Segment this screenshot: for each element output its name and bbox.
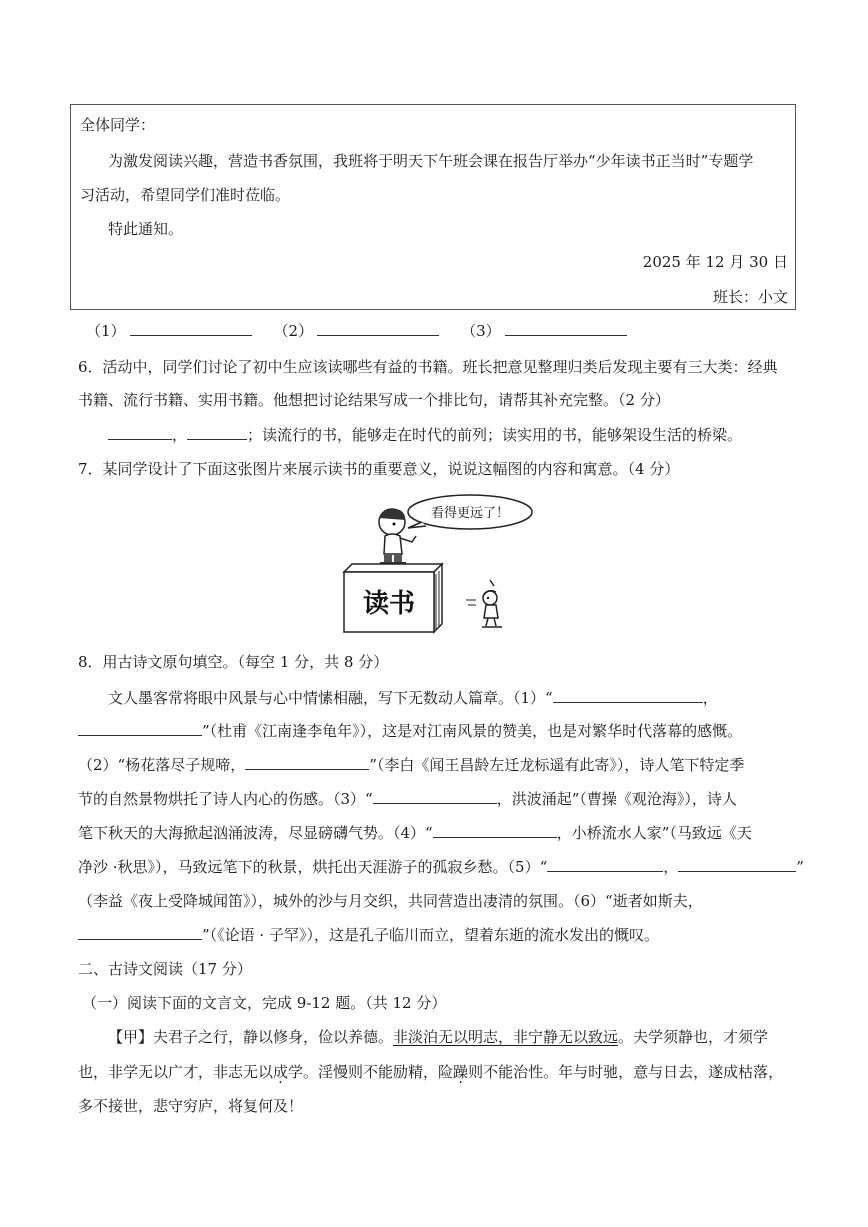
q8-line4-text-a: 节的自然景物烘托了诗人内心的伤感。（3）“ [78,790,373,808]
reading-cartoon-image [330,492,540,636]
q8-line5-text-a: 笔下秋天的大海掀起汹涌波涛，尽显磅礴气势。（4）“ [78,824,433,842]
passage-jia-line2 [78,1061,783,1082]
q8-line1-text: 文人墨客常将眼中风景与心中情愫相融，写下无数动人篇章。（1）“ [108,689,553,707]
q6-line1: 6．活动中，同学们讨论了初中生应该读哪些有益的书籍。班长把意见整理归类后发现主要有三大类：经典 [78,358,778,376]
passage-line2-b: 学。淫慢则不能励精，险 [288,1063,454,1081]
q5-blank-label-1: （1） [86,322,126,340]
q5-blank-row [86,320,627,341]
q8-line5-text-b: ，小桥流水人家”（马致远《天 [556,824,752,842]
q7-text: 7．某同学设计了下面这张图片来展示读书的重要意义，说说这幅图的内容和寓意。（4 分） [78,460,680,478]
boy-arm [400,536,416,542]
q8-blank-1b[interactable] [78,720,202,736]
q8-line4 [78,788,737,809]
passage-line1-a: 【甲】夫君子之行，静以修身，俭以养德。 [108,1028,394,1046]
passage-line1-b: 。夫学须静也，才须学 [618,1028,769,1046]
q8-line6-text-a: 净沙 ·秋思》），马致远笔下的秋景，烘托出天涯游子的孤寂乡愁。（5）“ [78,858,548,876]
q5-answer-blank-3[interactable] [505,320,627,336]
passage-underlined-sentence: 非淡泊无以明志，非宁静无以致远 [393,1028,619,1046]
small-kid-eye [487,597,489,599]
q8-line3-text-a: （2）“杨花落尽子规啼， [78,756,246,774]
passage-jia-line3: 多不接世，悲守穷庐，将复何及！ [78,1097,304,1115]
q8-line4-text-b: ，洪波涌起”（曹操《观沧海》），诗人 [496,790,737,808]
reading-cartoon-svg [330,492,540,636]
boy-body [384,534,402,554]
boy-eye [393,523,396,526]
notice-box [70,104,796,310]
q8-line6 [78,856,804,877]
q8-line1-sep: ， [702,689,718,707]
q6-answer-sep: ， [172,426,188,444]
q8-blank-4[interactable] [433,822,557,838]
book-top [344,564,442,572]
book-title: 读书 [362,589,416,619]
q8-line2 [78,720,742,741]
passage-line2-c: 则不能治性。年与时驰，意与日去，遂成枯落， [468,1063,784,1081]
q8-title: 8．用古诗文原句填空。（每空 1 分，共 8 分） [78,653,389,671]
section2-subtitle: （一）阅读下面的文言文，完成 9-12 题。（共 12 分） [82,994,447,1012]
q5-answer-blank-1[interactable] [130,320,252,336]
q6-answer-blank-1[interactable] [108,424,172,440]
q6-answer-tail: ；读流行的书，能够走在时代的前列；读实用的书，能够架设生活的桥梁。 [247,426,743,444]
small-kid-sweat [490,580,494,586]
passage-jia-line1 [108,1026,768,1047]
q8-line6-close-quote: ” [796,858,804,876]
small-kid-body [484,605,498,618]
q8-blank-3[interactable] [373,788,497,804]
notice-closing: 特此通知。 [108,220,184,238]
q8-blank-6[interactable] [78,924,202,940]
passage-dotted-char-2: 躁 [453,1063,469,1081]
notice-salutation: 全体同学： [80,116,156,134]
notice-signature: 班长：小文 [712,288,788,306]
q5-blank-label-3: （3） [461,322,501,340]
notice-body-line2: 习活动，希望同学们准时莅临。 [80,186,291,204]
q8-line2-text: ”（杜甫《江南逢李龟年》），这是对江南风景的赞美，也是对繁华时代落幕的感慨。 [202,722,743,740]
q6-answer-blank-2[interactable] [187,424,247,440]
q8-line1 [108,687,718,708]
q8-blank-5b[interactable] [678,856,796,872]
q6-line2: 书籍、流行书籍、实用书籍。他想把讨论结果写成一个排比句，请帮其补充完整。（2 分） [78,391,670,409]
passage-line2-a: 也，非学无以广才，非志无以 [78,1063,274,1081]
notice-date: 2025 年 12 月 30 日 [642,253,788,271]
q8-line6-sep: ， [663,858,679,876]
passage-dotted-char-1: 成 [273,1063,289,1081]
q8-line3 [78,754,744,775]
q8-blank-2[interactable] [245,754,369,770]
book-spine [434,564,442,632]
q8-line3-text-b: ”（李白《闻王昌龄左迁龙标遥有此寄》），诗人笔下特定季 [369,756,745,774]
section2-title: 二、古诗文阅读（17 分） [78,960,252,978]
q8-line8 [78,924,659,945]
q8-line7: （李益《夜上受降城闻笛》），城外的沙与月交织，共同营造出凄清的氛围。（6）“逝者如斯夫， [78,892,703,910]
small-kid-leg-right [494,618,496,626]
q6-answer-line [108,424,742,445]
q5-blank-label-2: （2） [273,322,314,340]
small-kid-leg-left [486,618,488,626]
q8-blank-1a[interactable] [553,687,703,703]
speech-bubble-text: 看得更远了！ [430,506,510,521]
q8-blank-5a[interactable] [547,856,663,872]
notice-body-line1: 为激发阅读兴趣，营造书香氛围，我班将于明天下午班会课在报告厅举办“少年读书正当时”专题学 [108,152,754,170]
q8-line5 [78,822,752,843]
q8-line8-text: ”（《论语 · 子罕》），这是孔子临川而立，望着东逝的流水发出的慨叹。 [202,926,659,944]
q5-answer-blank-2[interactable] [317,320,439,336]
